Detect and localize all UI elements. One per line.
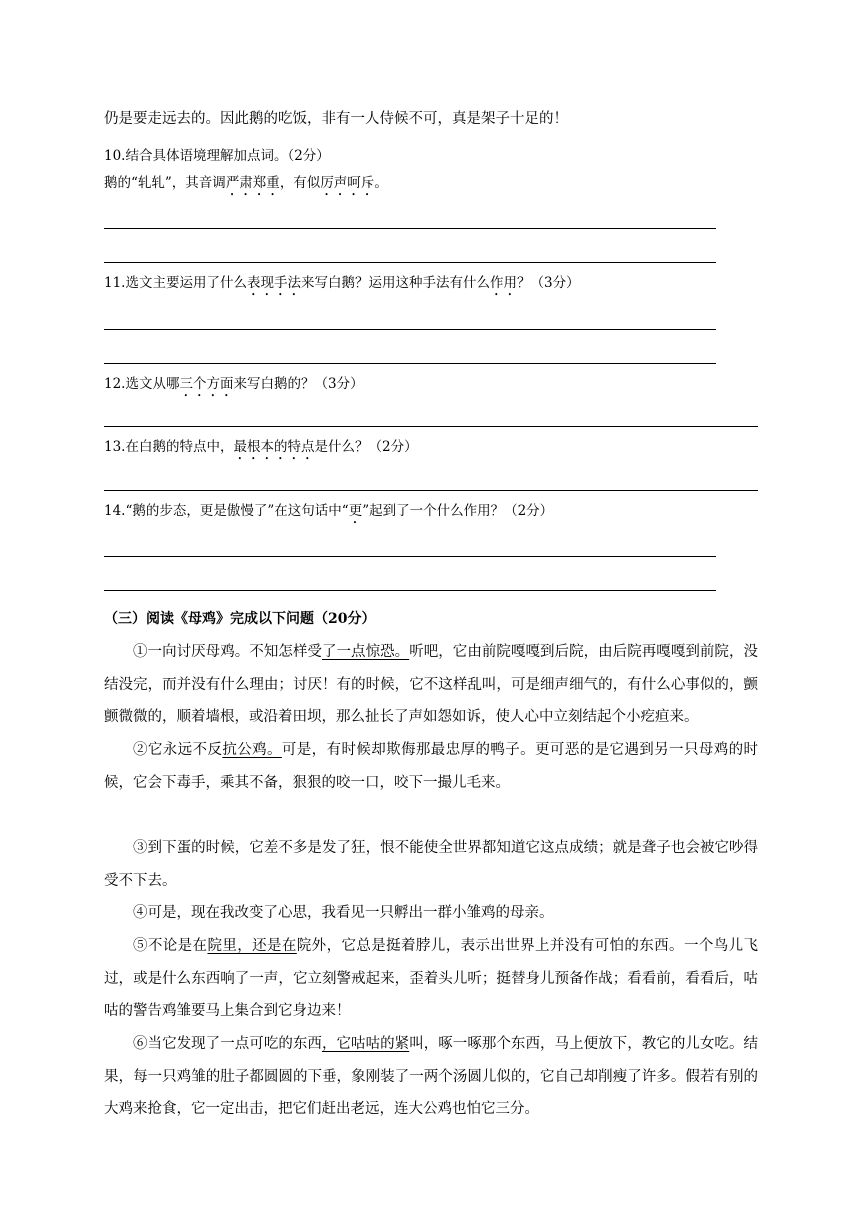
answer-line[interactable] — [104, 556, 716, 557]
answer-line[interactable] — [104, 363, 716, 364]
section-3-heading: （三）阅读《母鸡》完成以下问题（20分） — [104, 611, 376, 627]
answer-line[interactable] — [104, 590, 716, 591]
answer-line[interactable] — [104, 228, 716, 229]
question-text: ？（3分） — [516, 275, 580, 291]
paragraph-text: ⑤不论是在 — [133, 938, 208, 954]
underlined-phrase: 抗公鸡。 — [222, 742, 282, 758]
paragraph-4: ④可是，现在我改变了心思，我看见一只孵出一群小雏鸡的母亲。 — [133, 905, 554, 921]
paragraph-1 — [104, 636, 758, 734]
question-text: 来写白鹅的？（3分） — [233, 376, 364, 392]
question-14-title — [104, 501, 553, 527]
paragraph-text: ②它永远不反 — [133, 742, 223, 758]
paragraph-text: 可是，有时候却欺侮那最忠厚的鸭子。更可恶的是它遇到另一只母鸡的时候，它会下毒手，乘其不备，狠狠的咬一口，咬下一撮儿毛来。 — [104, 742, 759, 791]
quote-text: 。 — [374, 175, 388, 191]
question-13-title — [104, 437, 418, 463]
question-text: ”起到了一个什么作用？（2分） — [362, 503, 554, 519]
paragraph-text: 听吧，它由前院嘎嘎到后院，由后院再嘎嘎到前院，没结没完，而并没有什么理由；讨厌！有的时候，它不这样乱叫，可是细声细气的，有什么心事似的，颤颤微微的，顺着墙根，或沿着田坝，那么扯长了声如怨如诉，使人心中立刻结起个小疙疸来。 — [104, 644, 759, 726]
answer-line[interactable] — [104, 490, 758, 491]
paragraph-5 — [104, 930, 758, 1028]
paragraph-text: ⑥当它发现了一点可吃的东西 — [133, 1036, 322, 1052]
passage-tail-line: 仍是要走远去的。因此鹅的吃饭，非有一人侍候不可，真是架子十足的！ — [104, 111, 568, 127]
question-10-quote — [104, 173, 388, 199]
underlined-phrase: 院里，还是在 — [207, 938, 297, 954]
question-text: 是什么？（2分） — [314, 439, 418, 455]
question-text: 来写白鹅？运用这种手法有什么 — [300, 275, 490, 291]
answer-line[interactable] — [104, 426, 758, 427]
answer-line[interactable] — [104, 329, 716, 330]
answer-line[interactable] — [104, 262, 716, 263]
quote-text: ，有似 — [279, 175, 321, 191]
underlined-phrase: ，它咕咕的紧 — [321, 1036, 410, 1052]
question-text: 11.选文主要运用了什么 — [104, 275, 247, 291]
paragraph-3: ③到下蛋的时候，它差不多是发了狂，恨不能使全世界都知道它这点成绩；就是聋子也会被它吵得受不下去。 — [104, 840, 758, 889]
paragraph-text: 叫，啄一啄那个东西，马上便放下，教它的儿女吃。结果，每一只鸡雏的肚子都圆圆的下垂，象刚装了一两个汤圆儿似的，它自己却削瘦了许多。假若有别的大鸡来抢食，它一定出击，把它们赶出老远，连大公鸡也怕它三分。 — [104, 1036, 759, 1118]
dotted-word: 作用 — [489, 275, 517, 291]
question-10-title: 10.结合具体语境理解加点词。（2分） — [104, 148, 330, 164]
question-text: 13.在白鹅的特点中， — [104, 439, 234, 455]
question-12-title — [104, 374, 364, 400]
dotted-word: 表现手法 — [246, 275, 301, 291]
dotted-word: 更 — [348, 503, 363, 519]
dotted-word-2: 厉声呵斥 — [320, 175, 375, 191]
underlined-phrase: 了一点惊恐。 — [321, 644, 410, 660]
dotted-word: 三个方面 — [179, 376, 234, 392]
quote-text: 鹅的“轧轧”，其音调 — [104, 175, 226, 191]
paragraph-6 — [104, 1028, 758, 1126]
question-text: 14.“鹅的步态，更是傲慢了”在这句话中“ — [104, 503, 349, 519]
question-11-title — [104, 273, 580, 299]
dotted-word: 最根本的特点 — [233, 439, 315, 455]
dotted-word-1: 严肃郑重 — [225, 175, 280, 191]
paragraph-text: 院外，它总是挺着脖儿，表示出世界上并没有可怕的东西。一个鸟儿飞过，或是什么东西响了一声，它立刻警戒起来，歪着头儿听；挺替身儿预备作战；看看前，看看后，咕咕的警告鸡雏要马上集合到它身边来！ — [104, 938, 759, 1020]
question-text: 12.选文从哪 — [104, 376, 180, 392]
paragraph-text: ①一向讨厌母鸡。不知怎样受 — [133, 644, 322, 660]
paragraph-2 — [104, 734, 758, 799]
